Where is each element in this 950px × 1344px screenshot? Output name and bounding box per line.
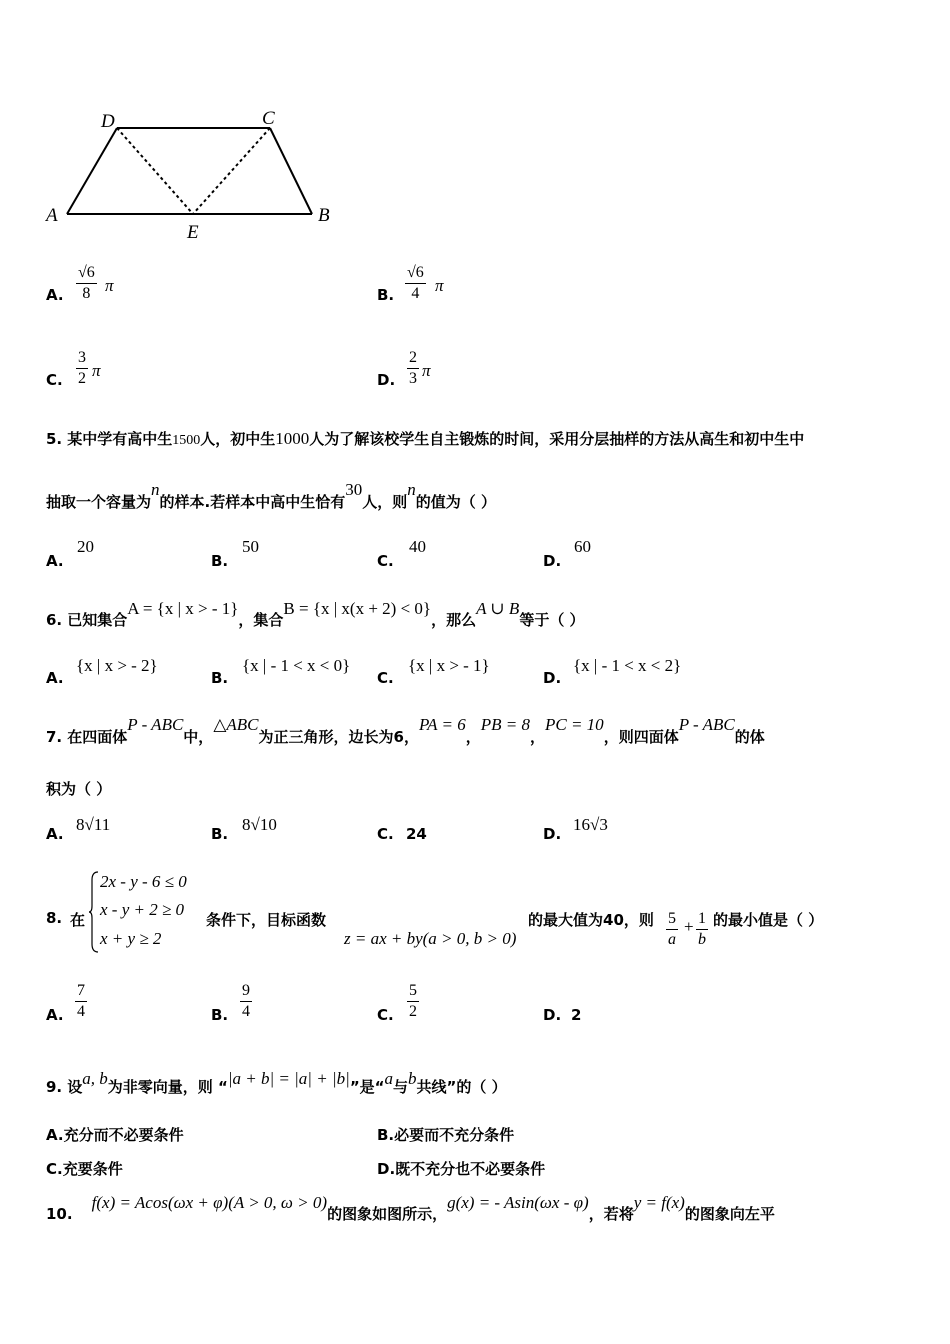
q8-option-b-letter: B. [211,1006,229,1024]
edge-CE [193,128,270,214]
q5-stem-line1: 5. 某中学有高中生1500人，初中生1000人为了解该校学生自主锻炼的时间，采用分层抽样的方法从高生和初中生中 [46,429,805,448]
edge-CB [270,128,312,214]
trapezoid-figure [40,100,350,250]
q4-option-b-pi: π [435,276,444,295]
q4-option-c-pi: π [92,361,101,380]
q6-option-a-value: {x | x > - 2} [76,656,158,675]
q7-number: 7. [46,728,63,746]
q5-option-b-letter: B. [211,552,229,570]
q7-option-b-value: 8√10 [242,815,277,834]
q9-stem: 9. 设a, b为非零向量，则 “|a + b| = |a| + |b|”是“a与b共线”的（ ） [46,1069,507,1096]
q8-option-d-letter: D. [543,1006,562,1024]
q8-system-line2: x - y + 2 ≥ 0 [100,900,185,919]
q9-option-d: D.既不充分也不必要条件 [377,1160,546,1178]
q6-union: A ∪ B [476,599,520,618]
q4-option-b-fraction: $\frac{√6}{4}$ [407,264,424,302]
q7-option-b-letter: B. [211,825,229,843]
q5-option-d-letter: D. [543,552,562,570]
q6-number: 6. [46,611,63,629]
q9-option-a: A.充分而不必要条件 [46,1126,184,1144]
q10-stem: 10. f(x) = Acos(ωx + φ)(A > 0, ω > 0)的图象如图所示，g(x) = - Asin(ωx - φ)，若将y = f(x)的图象向左平 [46,1193,775,1223]
q6-option-d-letter: D. [543,669,562,687]
q7-stem-line2: 积为（ ） [46,780,112,798]
q10-number: 10. [46,1205,73,1223]
q4-option-c-fraction: $\frac{3}{2}$ [78,349,86,387]
q6-option-a-letter: A. [46,669,64,687]
q8-option-a-fraction: $\frac{7}{4}$ [77,982,85,1020]
q5-option-a-value: 20 [77,537,94,556]
q7-option-d-value: 16√3 [573,815,608,834]
q5-option-c-letter: C. [377,552,394,570]
point-label-E: E [187,222,199,243]
q9-condition: |a + b| = |a| + |b| [227,1069,350,1088]
q5-option-a-letter: A. [46,552,64,570]
q8-system-brace [88,870,100,954]
q6-option-b-value: {x | - 1 < x < 0} [242,656,351,675]
q8-text-max: 的最大值为40，则 [528,911,654,929]
point-label-B: B [318,205,330,226]
q5-option-b-value: 50 [242,537,259,556]
q4-option-b-letter: B. [377,286,395,304]
q4-option-d-fraction: $\frac{2}{3}$ [409,349,417,387]
q8-option-d-value: 2 [571,1006,582,1024]
q8-objective: z = ax + by(a > 0, b > 0) [344,929,517,948]
edge-DE [117,128,193,214]
q8-text-at: 在 [70,911,86,929]
q6-stem: 6. 已知集合A = {x | x > - 1}，集合B = {x | x(x + 2) < 0}，那么A ∪ B等于（ ） [46,599,585,629]
q6-option-b-letter: B. [211,669,229,687]
q8-option-b-fraction: $\frac{9}{4}$ [242,982,250,1020]
q10-f: f(x) = Acos(ωx + φ)(A > 0, ω > 0) [91,1193,328,1212]
point-label-A: A [46,205,58,226]
q6-set-b: B = {x | x(x + 2) < 0} [283,599,432,618]
q9-option-b: B.必要而不充分条件 [377,1126,515,1144]
q4-option-d-pi: π [422,361,431,380]
q4-option-a-pi: π [105,276,114,295]
q6-set-a: A = {x | x > - 1} [127,599,239,618]
q6-option-d-value: {x | - 1 < x < 2} [573,656,682,675]
q10-g: g(x) = - Asin(ωx - φ) [447,1193,589,1212]
q7-option-c-value: 24 [406,825,427,843]
q4-option-a-fraction: $\frac{√6}{8}$ [78,264,95,302]
point-label-D: D [101,111,115,132]
q7-option-c-letter: C. [377,825,394,843]
q8-system-line1: 2x - y - 6 ≤ 0 [100,872,187,891]
q5-stem-line2: 抽取一个容量为n的样本.若样本中高中生恰有30人，则n的值为（ ） [46,480,496,511]
q10-y: y = f(x) [633,1193,685,1212]
q9-number: 9. [46,1078,63,1096]
q7-option-a-letter: A. [46,825,64,843]
q7-option-a-value: 8√11 [76,815,111,834]
q4-option-c-letter: C. [46,371,63,389]
q8-number: 8. [46,909,63,927]
q6-option-c-letter: C. [377,669,394,687]
q9-option-c: C.充要条件 [46,1160,123,1178]
q4-option-a-letter: A. [46,286,64,304]
q8-system-line3: x + y ≥ 2 [100,929,162,948]
q5-option-c-value: 40 [409,537,426,556]
q8-plus: + [684,917,694,936]
q7-option-d-letter: D. [543,825,562,843]
point-label-C: C [262,108,275,129]
q5-number: 5. [46,430,63,448]
q8-text-min: 的最小值是（ ） [713,911,824,929]
q8-option-c-fraction: $\frac{5}{2}$ [409,982,417,1020]
edge-AD [67,128,117,214]
q8-text-objective: 条件下，目标函数 [206,911,327,929]
q8-option-c-letter: C. [377,1006,394,1024]
q8-fraction-1-b: $\frac{1}{b}$ [698,910,706,948]
q8-option-a-letter: A. [46,1006,64,1024]
q8-fraction-5-a: $\frac{5}{a}$ [668,910,676,948]
q4-option-d-letter: D. [377,371,396,389]
q5-option-d-value: 60 [574,537,591,556]
q7-stem-line1: 7. 在四面体P - ABC中，△ABC为正三角形，边长为6，PA = 6，PB = 8，PC = 10，则四面体P - ABC的体 [46,715,765,746]
q6-option-c-value: {x | x > - 1} [408,656,490,675]
